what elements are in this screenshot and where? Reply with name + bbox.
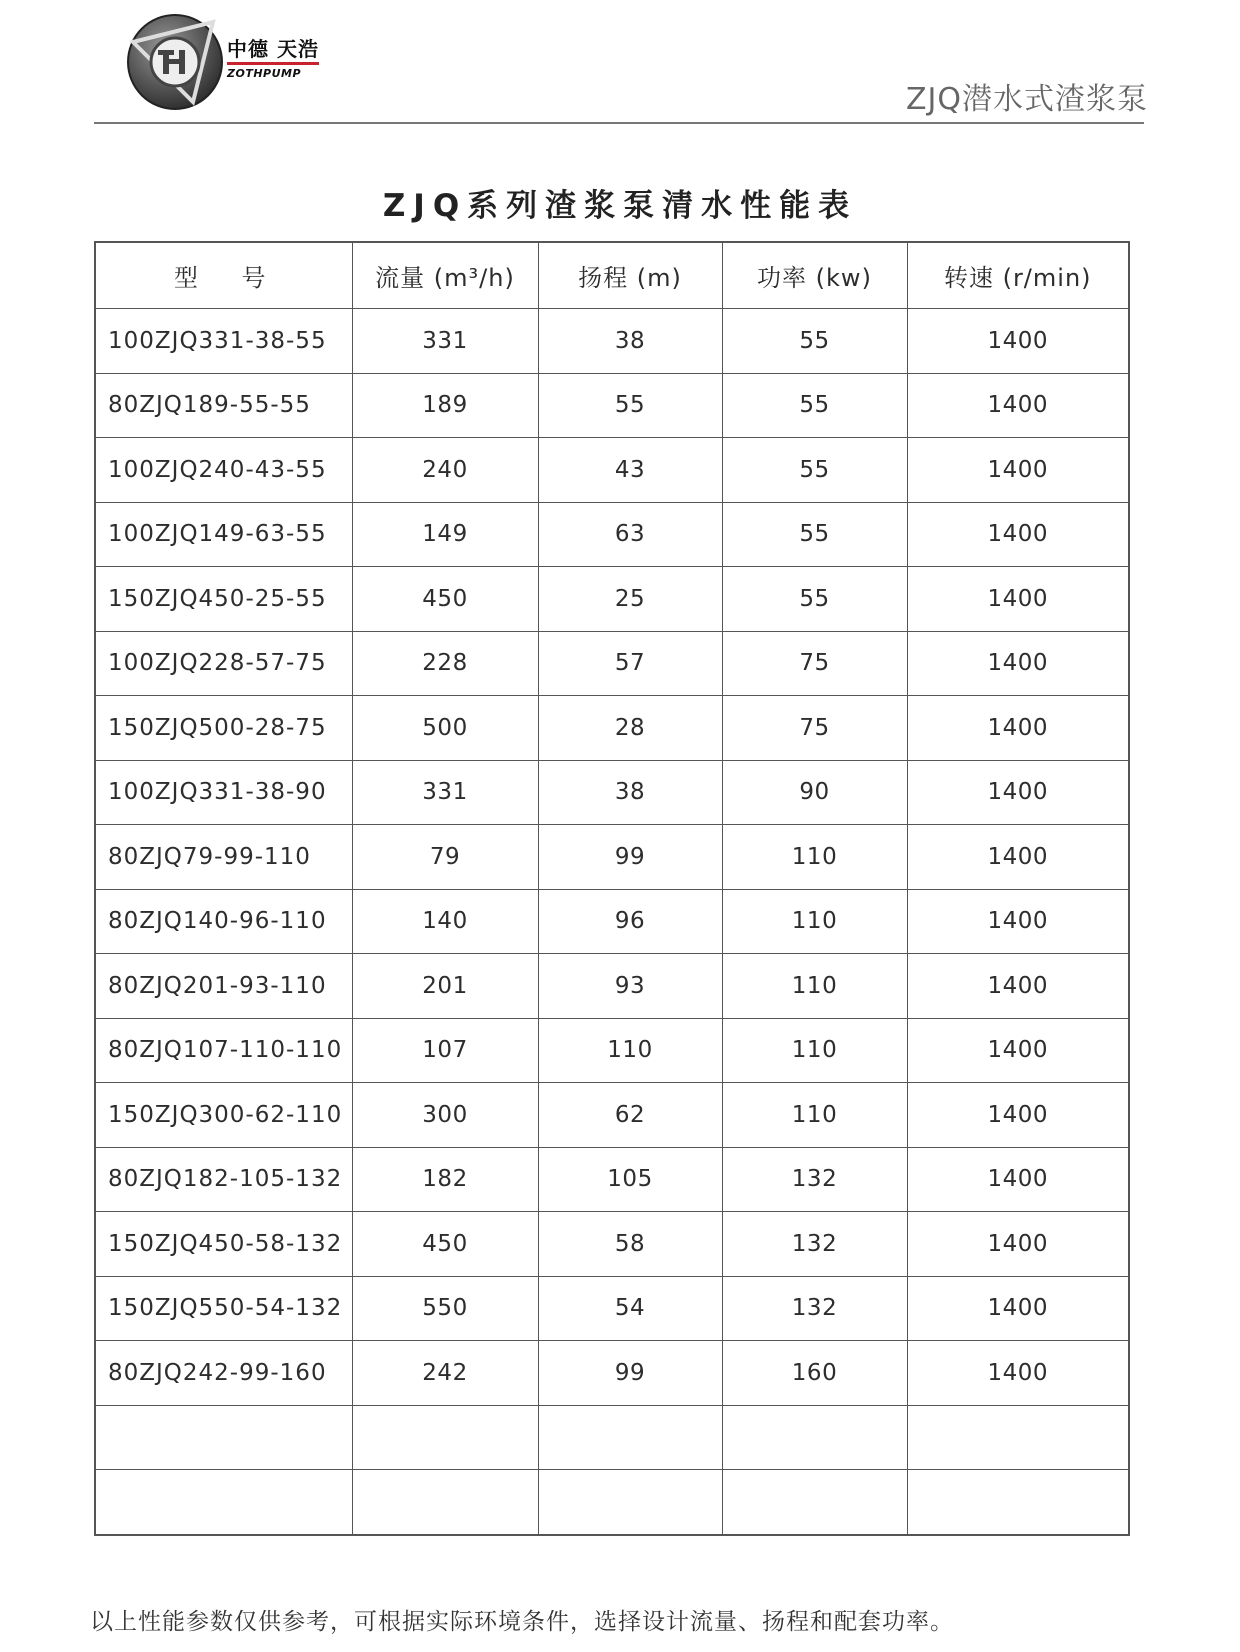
cell-speed: 1400: [907, 567, 1129, 632]
table-row: [95, 438, 1129, 503]
cell-head: 105: [538, 1147, 722, 1212]
cell-power: 75: [722, 631, 907, 696]
cell-speed: [907, 1405, 1129, 1470]
table-row: [95, 567, 1129, 632]
cell-power: 55: [722, 373, 907, 438]
table-row: [95, 889, 1129, 954]
cell-model: 80ZJQ182-105-132: [95, 1147, 352, 1212]
cell-power: 90: [722, 760, 907, 825]
cell-head: [538, 1405, 722, 1470]
cell-head: 38: [538, 760, 722, 825]
cell-head: 58: [538, 1212, 722, 1277]
table-row: [95, 1018, 1129, 1083]
cell-power: 110: [722, 954, 907, 1019]
brand-name-en: ZOTHPUMP: [227, 67, 302, 80]
cell-model: 150ZJQ450-58-132: [95, 1212, 352, 1277]
table-title: ZJQ系列渣浆泵清水性能表: [382, 188, 858, 224]
table-row-empty: [95, 1405, 1129, 1470]
cell-model: 100ZJQ240-43-55: [95, 438, 352, 503]
brand-accent-rule: [227, 62, 319, 65]
cell-speed: 1400: [907, 696, 1129, 761]
cell-flow: 107: [352, 1018, 538, 1083]
cell-model: 80ZJQ189-55-55: [95, 373, 352, 438]
table-row: [95, 502, 1129, 567]
cell-model: 80ZJQ201-93-110: [95, 954, 352, 1019]
cell-speed: 1400: [907, 1276, 1129, 1341]
cell-flow: [352, 1405, 538, 1470]
cell-model: 150ZJQ500-28-75: [95, 696, 352, 761]
cell-head: 99: [538, 825, 722, 890]
cell-head: 25: [538, 567, 722, 632]
table-row: [95, 1083, 1129, 1148]
brand-block: [227, 38, 327, 80]
cell-speed: 1400: [907, 760, 1129, 825]
table-row: [95, 1341, 1129, 1406]
cell-speed: 1400: [907, 373, 1129, 438]
cell-flow: 182: [352, 1147, 538, 1212]
cell-flow: 450: [352, 1212, 538, 1277]
cell-power: 110: [722, 1018, 907, 1083]
performance-table: [94, 241, 1130, 1536]
cell-flow: 500: [352, 696, 538, 761]
cell-speed: 1400: [907, 631, 1129, 696]
cell-model: 80ZJQ140-96-110: [95, 889, 352, 954]
cell-head: 57: [538, 631, 722, 696]
cell-power: 55: [722, 438, 907, 503]
cell-head: 93: [538, 954, 722, 1019]
table-row: [95, 373, 1129, 438]
cell-power: 132: [722, 1276, 907, 1341]
cell-flow: 79: [352, 825, 538, 890]
cell-model: 150ZJQ450-25-55: [95, 567, 352, 632]
cell-power: 110: [722, 1083, 907, 1148]
cell-power: 160: [722, 1341, 907, 1406]
cell-flow: [352, 1470, 538, 1535]
cell-head: 110: [538, 1018, 722, 1083]
cell-flow: 189: [352, 373, 538, 438]
table-row-empty: [95, 1470, 1129, 1535]
cell-speed: 1400: [907, 309, 1129, 374]
table-row: [95, 631, 1129, 696]
cell-speed: 1400: [907, 1083, 1129, 1148]
cell-speed: [907, 1470, 1129, 1535]
cell-power: 55: [722, 567, 907, 632]
cell-flow: 331: [352, 309, 538, 374]
cell-model: 100ZJQ331-38-90: [95, 760, 352, 825]
cell-flow: 550: [352, 1276, 538, 1341]
cell-power: 55: [722, 502, 907, 567]
cell-power: 110: [722, 889, 907, 954]
cell-head: 55: [538, 373, 722, 438]
table-row: [95, 760, 1129, 825]
cell-model: 100ZJQ149-63-55: [95, 502, 352, 567]
cell-power: 110: [722, 825, 907, 890]
table-row: [95, 954, 1129, 1019]
cell-flow: 331: [352, 760, 538, 825]
cell-flow: 242: [352, 1341, 538, 1406]
column-header-flow: 流量 (m³/h): [352, 242, 538, 309]
footnote: 以上性能参数仅供参考，可根据实际环境条件，选择设计流量、扬程和配套功率。: [90, 1609, 954, 1635]
cell-flow: 140: [352, 889, 538, 954]
cell-flow: 450: [352, 567, 538, 632]
table-row: [95, 1276, 1129, 1341]
cell-model: 150ZJQ300-62-110: [95, 1083, 352, 1148]
cell-head: 43: [538, 438, 722, 503]
cell-speed: 1400: [907, 438, 1129, 503]
cell-speed: 1400: [907, 889, 1129, 954]
cell-power: [722, 1470, 907, 1535]
zothpump-logo-icon: [125, 12, 225, 112]
column-header-head: 扬程 (m): [538, 242, 722, 309]
cell-head: 54: [538, 1276, 722, 1341]
table-row: [95, 1147, 1129, 1212]
cell-model: [95, 1470, 352, 1535]
cell-flow: 228: [352, 631, 538, 696]
cell-flow: 240: [352, 438, 538, 503]
cell-head: 38: [538, 309, 722, 374]
cell-model: 150ZJQ550-54-132: [95, 1276, 352, 1341]
cell-speed: 1400: [907, 954, 1129, 1019]
cell-power: 132: [722, 1147, 907, 1212]
cell-model: 100ZJQ228-57-75: [95, 631, 352, 696]
cell-model: 100ZJQ331-38-55: [95, 309, 352, 374]
table-row: [95, 309, 1129, 374]
cell-model: 80ZJQ242-99-160: [95, 1341, 352, 1406]
cell-speed: 1400: [907, 1212, 1129, 1277]
brand-name-cn: 中德 天浩: [227, 37, 319, 61]
column-header-model: 型 号: [95, 242, 352, 309]
table-row: [95, 825, 1129, 890]
cell-flow: 149: [352, 502, 538, 567]
header-divider: [94, 122, 1144, 124]
cell-head: 62: [538, 1083, 722, 1148]
cell-model: 80ZJQ107-110-110: [95, 1018, 352, 1083]
cell-model: [95, 1405, 352, 1470]
cell-head: [538, 1470, 722, 1535]
cell-flow: 201: [352, 954, 538, 1019]
cell-model: 80ZJQ79-99-110: [95, 825, 352, 890]
cell-power: 75: [722, 696, 907, 761]
cell-speed: 1400: [907, 1018, 1129, 1083]
cell-flow: 300: [352, 1083, 538, 1148]
cell-speed: 1400: [907, 1147, 1129, 1212]
cell-head: 63: [538, 502, 722, 567]
cell-speed: 1400: [907, 1341, 1129, 1406]
page-header: [0, 0, 1240, 130]
cell-power: 132: [722, 1212, 907, 1277]
cell-head: 96: [538, 889, 722, 954]
column-header-power: 功率 (kw): [722, 242, 907, 309]
cell-speed: 1400: [907, 825, 1129, 890]
cell-power: [722, 1405, 907, 1470]
cell-head: 99: [538, 1341, 722, 1406]
column-header-speed: 转速 (r/min): [907, 242, 1129, 309]
document-header-title: ZJQ潜水式渣浆泵: [905, 82, 1148, 117]
table-row: [95, 1212, 1129, 1277]
table-header-row: [95, 242, 1129, 309]
cell-power: 55: [722, 309, 907, 374]
cell-speed: 1400: [907, 502, 1129, 567]
table-row: [95, 696, 1129, 761]
cell-head: 28: [538, 696, 722, 761]
